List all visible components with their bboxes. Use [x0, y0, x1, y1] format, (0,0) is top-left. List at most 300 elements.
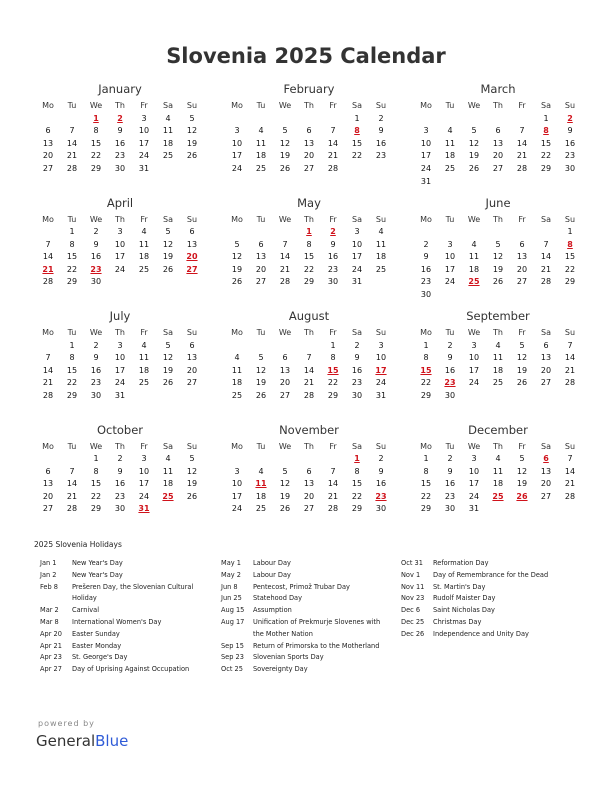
day-cell[interactable]: 24: [420, 163, 432, 173]
day-cell[interactable]: 7: [306, 353, 312, 363]
day-cell[interactable]: 16: [114, 479, 126, 489]
day-cell[interactable]: 15: [66, 252, 78, 262]
day-cell[interactable]: 21: [303, 378, 315, 388]
day-cell[interactable]: 3: [141, 113, 147, 123]
day-cell[interactable]: 3: [354, 227, 360, 237]
day-cell[interactable]: 22: [90, 151, 102, 161]
holiday-day-cell[interactable]: 2: [567, 113, 573, 123]
day-cell[interactable]: 4: [234, 353, 240, 363]
day-cell[interactable]: 13: [279, 365, 291, 375]
day-cell[interactable]: 19: [492, 264, 504, 274]
day-cell[interactable]: 25: [255, 504, 267, 514]
day-cell[interactable]: 24: [468, 491, 480, 501]
day-cell[interactable]: 7: [330, 126, 336, 136]
day-cell[interactable]: 19: [162, 252, 174, 262]
day-cell[interactable]: 23: [420, 277, 432, 287]
day-cell[interactable]: 21: [327, 491, 339, 501]
day-cell[interactable]: 23: [375, 151, 387, 161]
day-cell[interactable]: 9: [423, 252, 429, 262]
day-cell[interactable]: 10: [468, 466, 480, 476]
day-cell[interactable]: 2: [378, 113, 384, 123]
day-cell[interactable]: 5: [234, 239, 240, 249]
day-cell[interactable]: 13: [516, 252, 528, 262]
day-cell[interactable]: 20: [540, 365, 552, 375]
day-cell[interactable]: 15: [420, 479, 432, 489]
day-cell[interactable]: 10: [351, 239, 363, 249]
day-cell[interactable]: 29: [420, 390, 432, 400]
day-cell[interactable]: 17: [231, 491, 243, 501]
day-cell[interactable]: 6: [45, 466, 51, 476]
day-cell[interactable]: 11: [468, 252, 480, 262]
day-cell[interactable]: 18: [138, 252, 150, 262]
day-cell[interactable]: 29: [90, 504, 102, 514]
day-cell[interactable]: 12: [492, 252, 504, 262]
day-cell[interactable]: 27: [42, 163, 54, 173]
day-cell[interactable]: 13: [303, 479, 315, 489]
day-cell[interactable]: 19: [255, 378, 267, 388]
day-cell[interactable]: 10: [114, 239, 126, 249]
day-cell[interactable]: 2: [93, 340, 99, 350]
day-cell[interactable]: 9: [378, 126, 384, 136]
day-cell[interactable]: 17: [420, 151, 432, 161]
day-cell[interactable]: 30: [444, 390, 456, 400]
day-cell[interactable]: 12: [255, 365, 267, 375]
day-cell[interactable]: 17: [114, 365, 126, 375]
day-cell[interactable]: 22: [66, 378, 78, 388]
day-cell[interactable]: 11: [492, 353, 504, 363]
day-cell[interactable]: 14: [279, 252, 291, 262]
day-cell[interactable]: 7: [543, 239, 549, 249]
day-cell[interactable]: 12: [186, 126, 198, 136]
day-cell[interactable]: 27: [492, 163, 504, 173]
holiday-day-cell[interactable]: 8: [354, 126, 360, 136]
day-cell[interactable]: 27: [303, 504, 315, 514]
day-cell[interactable]: 11: [162, 126, 174, 136]
day-cell[interactable]: 9: [567, 126, 573, 136]
day-cell[interactable]: 9: [93, 239, 99, 249]
day-cell[interactable]: 28: [516, 163, 528, 173]
day-cell[interactable]: 1: [354, 113, 360, 123]
day-cell[interactable]: 13: [492, 138, 504, 148]
day-cell[interactable]: 22: [327, 378, 339, 388]
day-cell[interactable]: 11: [492, 466, 504, 476]
day-cell[interactable]: 13: [540, 466, 552, 476]
day-cell[interactable]: 9: [447, 353, 453, 363]
day-cell[interactable]: 19: [162, 365, 174, 375]
day-cell[interactable]: 14: [327, 479, 339, 489]
day-cell[interactable]: 28: [327, 163, 339, 173]
day-cell[interactable]: 7: [69, 466, 75, 476]
holiday-day-cell[interactable]: 1: [306, 227, 312, 237]
day-cell[interactable]: 4: [447, 126, 453, 136]
day-cell[interactable]: 15: [351, 138, 363, 148]
day-cell[interactable]: 19: [186, 479, 198, 489]
day-cell[interactable]: 29: [420, 504, 432, 514]
holiday-day-cell[interactable]: 1: [93, 113, 99, 123]
day-cell[interactable]: 23: [351, 378, 363, 388]
day-cell[interactable]: 10: [231, 138, 243, 148]
holiday-day-cell[interactable]: 23: [90, 264, 102, 274]
day-cell[interactable]: 15: [303, 252, 315, 262]
day-cell[interactable]: 12: [516, 353, 528, 363]
day-cell[interactable]: 3: [378, 340, 384, 350]
day-cell[interactable]: 31: [114, 390, 126, 400]
day-cell[interactable]: 11: [138, 353, 150, 363]
day-cell[interactable]: 28: [42, 390, 54, 400]
day-cell[interactable]: 18: [162, 138, 174, 148]
day-cell[interactable]: 26: [186, 151, 198, 161]
holiday-day-cell[interactable]: 26: [516, 491, 528, 501]
day-cell[interactable]: 7: [330, 466, 336, 476]
day-cell[interactable]: 22: [66, 264, 78, 274]
day-cell[interactable]: 5: [258, 353, 264, 363]
day-cell[interactable]: 15: [90, 138, 102, 148]
day-cell[interactable]: 30: [90, 277, 102, 287]
day-cell[interactable]: 9: [447, 466, 453, 476]
day-cell[interactable]: 28: [66, 504, 78, 514]
day-cell[interactable]: 27: [186, 378, 198, 388]
day-cell[interactable]: 24: [138, 491, 150, 501]
day-cell[interactable]: 6: [189, 227, 195, 237]
day-cell[interactable]: 15: [351, 479, 363, 489]
day-cell[interactable]: 1: [423, 340, 429, 350]
day-cell[interactable]: 21: [516, 151, 528, 161]
day-cell[interactable]: 26: [162, 378, 174, 388]
day-cell[interactable]: 21: [66, 151, 78, 161]
day-cell[interactable]: 5: [471, 126, 477, 136]
day-cell[interactable]: 7: [45, 239, 51, 249]
day-cell[interactable]: 29: [327, 390, 339, 400]
day-cell[interactable]: 26: [279, 163, 291, 173]
day-cell[interactable]: 16: [375, 138, 387, 148]
day-cell[interactable]: 27: [540, 491, 552, 501]
day-cell[interactable]: 27: [516, 277, 528, 287]
day-cell[interactable]: 27: [540, 378, 552, 388]
day-cell[interactable]: 14: [564, 353, 576, 363]
day-cell[interactable]: 30: [114, 504, 126, 514]
day-cell[interactable]: 21: [279, 264, 291, 274]
day-cell[interactable]: 18: [444, 151, 456, 161]
day-cell[interactable]: 20: [279, 378, 291, 388]
day-cell[interactable]: 4: [258, 126, 264, 136]
day-cell[interactable]: 17: [468, 365, 480, 375]
day-cell[interactable]: 16: [90, 365, 102, 375]
day-cell[interactable]: 5: [519, 454, 525, 464]
day-cell[interactable]: 19: [516, 479, 528, 489]
day-cell[interactable]: 4: [141, 340, 147, 350]
day-cell[interactable]: 25: [444, 163, 456, 173]
holiday-day-cell[interactable]: 27: [186, 264, 198, 274]
day-cell[interactable]: 25: [162, 151, 174, 161]
day-cell[interactable]: 14: [327, 138, 339, 148]
day-cell[interactable]: 30: [444, 504, 456, 514]
day-cell[interactable]: 18: [492, 365, 504, 375]
day-cell[interactable]: 3: [234, 126, 240, 136]
day-cell[interactable]: 6: [189, 340, 195, 350]
day-cell[interactable]: 7: [567, 454, 573, 464]
day-cell[interactable]: 4: [471, 239, 477, 249]
day-cell[interactable]: 3: [423, 126, 429, 136]
day-cell[interactable]: 26: [516, 378, 528, 388]
day-cell[interactable]: 23: [114, 151, 126, 161]
day-cell[interactable]: 18: [138, 365, 150, 375]
day-cell[interactable]: 4: [165, 113, 171, 123]
day-cell[interactable]: 13: [42, 479, 54, 489]
day-cell[interactable]: 16: [444, 365, 456, 375]
day-cell[interactable]: 8: [93, 466, 99, 476]
holiday-day-cell[interactable]: 1: [354, 454, 360, 464]
day-cell[interactable]: 9: [117, 126, 123, 136]
day-cell[interactable]: 22: [540, 151, 552, 161]
holiday-day-cell[interactable]: 25: [162, 491, 174, 501]
day-cell[interactable]: 20: [42, 491, 54, 501]
day-cell[interactable]: 29: [540, 163, 552, 173]
day-cell[interactable]: 19: [231, 264, 243, 274]
day-cell[interactable]: 15: [540, 138, 552, 148]
day-cell[interactable]: 27: [255, 277, 267, 287]
day-cell[interactable]: 21: [66, 491, 78, 501]
day-cell[interactable]: 18: [255, 151, 267, 161]
day-cell[interactable]: 23: [327, 264, 339, 274]
day-cell[interactable]: 16: [444, 479, 456, 489]
day-cell[interactable]: 16: [327, 252, 339, 262]
day-cell[interactable]: 8: [93, 126, 99, 136]
day-cell[interactable]: 15: [90, 479, 102, 489]
day-cell[interactable]: 23: [564, 151, 576, 161]
day-cell[interactable]: 2: [447, 340, 453, 350]
day-cell[interactable]: 21: [564, 479, 576, 489]
day-cell[interactable]: 20: [516, 264, 528, 274]
day-cell[interactable]: 18: [162, 479, 174, 489]
day-cell[interactable]: 16: [420, 264, 432, 274]
day-cell[interactable]: 22: [351, 491, 363, 501]
day-cell[interactable]: 13: [42, 138, 54, 148]
day-cell[interactable]: 27: [42, 504, 54, 514]
day-cell[interactable]: 23: [444, 491, 456, 501]
day-cell[interactable]: 8: [306, 239, 312, 249]
day-cell[interactable]: 10: [375, 353, 387, 363]
day-cell[interactable]: 2: [93, 227, 99, 237]
day-cell[interactable]: 11: [231, 365, 243, 375]
day-cell[interactable]: 31: [138, 163, 150, 173]
day-cell[interactable]: 24: [444, 277, 456, 287]
day-cell[interactable]: 2: [378, 454, 384, 464]
day-cell[interactable]: 5: [282, 126, 288, 136]
day-cell[interactable]: 1: [69, 340, 75, 350]
day-cell[interactable]: 9: [354, 353, 360, 363]
day-cell[interactable]: 25: [492, 378, 504, 388]
day-cell[interactable]: 24: [114, 378, 126, 388]
day-cell[interactable]: 8: [423, 466, 429, 476]
day-cell[interactable]: 16: [351, 365, 363, 375]
day-cell[interactable]: 3: [141, 454, 147, 464]
day-cell[interactable]: 24: [375, 378, 387, 388]
holiday-day-cell[interactable]: 15: [420, 365, 432, 375]
day-cell[interactable]: 25: [231, 390, 243, 400]
day-cell[interactable]: 22: [90, 491, 102, 501]
day-cell[interactable]: 9: [330, 239, 336, 249]
day-cell[interactable]: 8: [69, 239, 75, 249]
day-cell[interactable]: 26: [231, 277, 243, 287]
holiday-day-cell[interactable]: 8: [567, 239, 573, 249]
day-cell[interactable]: 17: [231, 151, 243, 161]
day-cell[interactable]: 22: [303, 264, 315, 274]
holiday-day-cell[interactable]: 17: [375, 365, 387, 375]
day-cell[interactable]: 2: [117, 454, 123, 464]
day-cell[interactable]: 6: [258, 239, 264, 249]
day-cell[interactable]: 14: [540, 252, 552, 262]
day-cell[interactable]: 14: [564, 466, 576, 476]
day-cell[interactable]: 10: [231, 479, 243, 489]
holiday-day-cell[interactable]: 15: [327, 365, 339, 375]
day-cell[interactable]: 19: [279, 491, 291, 501]
day-cell[interactable]: 13: [255, 252, 267, 262]
day-cell[interactable]: 30: [375, 504, 387, 514]
day-cell[interactable]: 7: [69, 126, 75, 136]
day-cell[interactable]: 27: [279, 390, 291, 400]
day-cell[interactable]: 16: [90, 252, 102, 262]
day-cell[interactable]: 21: [42, 378, 54, 388]
day-cell[interactable]: 31: [420, 176, 432, 186]
day-cell[interactable]: 18: [255, 491, 267, 501]
day-cell[interactable]: 5: [495, 239, 501, 249]
day-cell[interactable]: 20: [303, 491, 315, 501]
day-cell[interactable]: 24: [231, 504, 243, 514]
day-cell[interactable]: 9: [378, 466, 384, 476]
day-cell[interactable]: 2: [354, 340, 360, 350]
day-cell[interactable]: 25: [255, 163, 267, 173]
day-cell[interactable]: 12: [162, 239, 174, 249]
holiday-day-cell[interactable]: 2: [330, 227, 336, 237]
day-cell[interactable]: 7: [567, 340, 573, 350]
day-cell[interactable]: 3: [234, 466, 240, 476]
day-cell[interactable]: 12: [279, 138, 291, 148]
day-cell[interactable]: 3: [447, 239, 453, 249]
holiday-day-cell[interactable]: 25: [492, 491, 504, 501]
day-cell[interactable]: 23: [114, 491, 126, 501]
day-cell[interactable]: 11: [255, 138, 267, 148]
day-cell[interactable]: 3: [117, 340, 123, 350]
day-cell[interactable]: 7: [45, 353, 51, 363]
day-cell[interactable]: 28: [327, 504, 339, 514]
day-cell[interactable]: 5: [165, 340, 171, 350]
day-cell[interactable]: 22: [420, 378, 432, 388]
day-cell[interactable]: 28: [66, 163, 78, 173]
day-cell[interactable]: 8: [423, 353, 429, 363]
day-cell[interactable]: 11: [138, 239, 150, 249]
day-cell[interactable]: 9: [117, 466, 123, 476]
day-cell[interactable]: 9: [93, 353, 99, 363]
holiday-day-cell[interactable]: 11: [255, 479, 267, 489]
day-cell[interactable]: 17: [468, 479, 480, 489]
day-cell[interactable]: 7: [282, 239, 288, 249]
day-cell[interactable]: 5: [189, 113, 195, 123]
day-cell[interactable]: 3: [117, 227, 123, 237]
day-cell[interactable]: 6: [306, 126, 312, 136]
day-cell[interactable]: 11: [375, 239, 387, 249]
day-cell[interactable]: 16: [564, 138, 576, 148]
day-cell[interactable]: 30: [564, 163, 576, 173]
day-cell[interactable]: 24: [114, 264, 126, 274]
day-cell[interactable]: 28: [279, 277, 291, 287]
day-cell[interactable]: 5: [519, 340, 525, 350]
day-cell[interactable]: 3: [471, 454, 477, 464]
day-cell[interactable]: 14: [66, 138, 78, 148]
day-cell[interactable]: 10: [138, 466, 150, 476]
day-cell[interactable]: 6: [282, 353, 288, 363]
day-cell[interactable]: 8: [69, 353, 75, 363]
day-cell[interactable]: 28: [540, 277, 552, 287]
day-cell[interactable]: 29: [66, 277, 78, 287]
day-cell[interactable]: 11: [162, 466, 174, 476]
day-cell[interactable]: 26: [279, 504, 291, 514]
day-cell[interactable]: 18: [468, 264, 480, 274]
day-cell[interactable]: 4: [495, 340, 501, 350]
day-cell[interactable]: 12: [468, 138, 480, 148]
day-cell[interactable]: 14: [42, 252, 54, 262]
day-cell[interactable]: 6: [495, 126, 501, 136]
day-cell[interactable]: 4: [495, 454, 501, 464]
day-cell[interactable]: 14: [66, 479, 78, 489]
day-cell[interactable]: 31: [351, 277, 363, 287]
holiday-day-cell[interactable]: 31: [138, 504, 150, 514]
day-cell[interactable]: 17: [138, 479, 150, 489]
day-cell[interactable]: 26: [468, 163, 480, 173]
day-cell[interactable]: 13: [303, 138, 315, 148]
day-cell[interactable]: 28: [303, 390, 315, 400]
day-cell[interactable]: 10: [114, 353, 126, 363]
day-cell[interactable]: 12: [231, 252, 243, 262]
day-cell[interactable]: 24: [468, 378, 480, 388]
day-cell[interactable]: 14: [42, 365, 54, 375]
day-cell[interactable]: 19: [279, 151, 291, 161]
day-cell[interactable]: 23: [90, 378, 102, 388]
day-cell[interactable]: 25: [138, 378, 150, 388]
day-cell[interactable]: 15: [564, 252, 576, 262]
day-cell[interactable]: 6: [45, 126, 51, 136]
day-cell[interactable]: 5: [282, 466, 288, 476]
day-cell[interactable]: 30: [90, 390, 102, 400]
day-cell[interactable]: 15: [66, 365, 78, 375]
day-cell[interactable]: 20: [540, 479, 552, 489]
holiday-day-cell[interactable]: 8: [543, 126, 549, 136]
day-cell[interactable]: 6: [519, 239, 525, 249]
day-cell[interactable]: 5: [189, 454, 195, 464]
day-cell[interactable]: 28: [564, 491, 576, 501]
day-cell[interactable]: 27: [303, 163, 315, 173]
day-cell[interactable]: 1: [93, 454, 99, 464]
day-cell[interactable]: 18: [492, 479, 504, 489]
day-cell[interactable]: 29: [351, 504, 363, 514]
holiday-day-cell[interactable]: 2: [117, 113, 123, 123]
day-cell[interactable]: 20: [186, 365, 198, 375]
day-cell[interactable]: 21: [564, 365, 576, 375]
day-cell[interactable]: 26: [186, 491, 198, 501]
day-cell[interactable]: 21: [540, 264, 552, 274]
day-cell[interactable]: 30: [114, 163, 126, 173]
day-cell[interactable]: 22: [564, 264, 576, 274]
day-cell[interactable]: 1: [567, 227, 573, 237]
day-cell[interactable]: 14: [303, 365, 315, 375]
day-cell[interactable]: 20: [255, 264, 267, 274]
day-cell[interactable]: 12: [186, 466, 198, 476]
day-cell[interactable]: 11: [444, 138, 456, 148]
day-cell[interactable]: 4: [378, 227, 384, 237]
day-cell[interactable]: 31: [375, 390, 387, 400]
day-cell[interactable]: 22: [420, 491, 432, 501]
day-cell[interactable]: 28: [42, 277, 54, 287]
day-cell[interactable]: 28: [564, 378, 576, 388]
